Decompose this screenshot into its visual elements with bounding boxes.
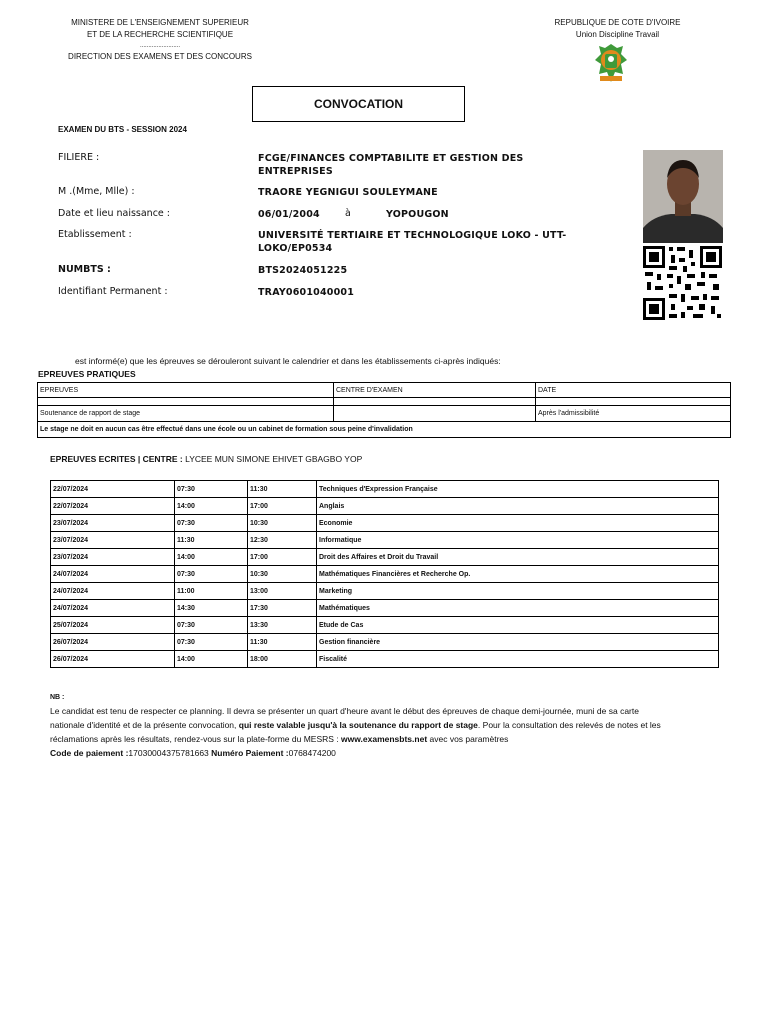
exam-start-cell: 11:30 [175, 532, 248, 549]
exam-start-cell: 14:00 [175, 498, 248, 515]
table-row [51, 651, 719, 668]
exam-date-cell: 22/07/2024 [51, 481, 175, 498]
notes-text-3: avec vos paramètres [427, 734, 509, 744]
exam-start-cell: 14:00 [175, 549, 248, 566]
exam-end-cell: 17:00 [248, 498, 317, 515]
exam-date-cell: 22/07/2024 [51, 498, 175, 515]
practical-row-label: Soutenance de rapport de stage [38, 406, 334, 422]
exam-start-cell: 07:30 [175, 617, 248, 634]
nb-label: NB : [50, 694, 65, 701]
notes-text-bold: qui reste valable jusqu'à la soutenance du rapport de stage [238, 720, 478, 730]
table-row [51, 634, 719, 651]
practical-col-date: DATE [536, 383, 731, 398]
practical-heading: EPREUVES PRATIQUES [38, 369, 136, 379]
exam-subject-cell: Economie [317, 515, 719, 532]
notes-text-1: Le candidat est tenu de respecter ce planning. Il devra se présenter un quart d'heure avant le début des épreuves de chaque demi-journée, muni de sa carte nationale d'identité et de la présente convocation, [50, 706, 639, 730]
exam-end-cell: 11:30 [248, 634, 317, 651]
table-row [51, 600, 719, 617]
exam-date-cell: 26/07/2024 [51, 651, 175, 668]
practical-row-date: Après l'admissibilité [536, 406, 731, 422]
exam-date-cell: 23/07/2024 [51, 532, 175, 549]
exam-end-cell: 12:30 [248, 532, 317, 549]
republic-motto: Union Discipline Travail [575, 30, 660, 39]
exam-date-cell: 24/07/2024 [51, 583, 175, 600]
exam-subject-cell: Marketing [317, 583, 719, 600]
exam-heading: EXAMEN DU BTS - SESSION 2024 [58, 125, 187, 134]
exam-subject-cell: Mathématiques Financières et Recherche Op. [317, 566, 719, 583]
table-row [51, 617, 719, 634]
inform-text: est informé(e) que les épreuves se dérouleront suivant le calendrier et dans les établissements ci-après indiqués: [75, 356, 501, 366]
exam-end-cell: 10:30 [248, 515, 317, 532]
exam-subject-cell: Informatique [317, 532, 719, 549]
exam-subject-cell: Techniques d'Expression Française [317, 481, 719, 498]
exam-date-cell: 23/07/2024 [51, 549, 175, 566]
table-row [51, 566, 719, 583]
notes-block [50, 692, 670, 760]
ministry-line-1: MINISTERE DE L'ENSEIGNEMENT SUPERIEUR [71, 18, 249, 27]
exam-subject-cell: Fiscalité [317, 651, 719, 668]
exam-start-cell: 11:00 [175, 583, 248, 600]
table-row [51, 515, 719, 532]
table-row [51, 583, 719, 600]
exam-end-cell: 17:00 [248, 549, 317, 566]
practical-warning: Le stage ne doit en aucun cas être effectué dans une école ou un cabinet de formation sous peine d'invalidation [38, 422, 731, 438]
exam-date-cell: 24/07/2024 [51, 600, 175, 617]
exam-subject-cell: Etude de Cas [317, 617, 719, 634]
exam-end-cell: 18:00 [248, 651, 317, 668]
numbts-value: BTS2024051225 [258, 265, 348, 276]
republic-header [545, 17, 690, 41]
ministry-dots: ........................ [139, 43, 180, 49]
exam-start-cell: 14:30 [175, 600, 248, 617]
exam-start-cell: 07:30 [175, 566, 248, 583]
table-row [51, 549, 719, 566]
table-row [51, 532, 719, 549]
exam-subject-cell: Mathématiques [317, 600, 719, 617]
filiere-label: FILIERE : [58, 152, 100, 163]
exam-start-cell: 14:00 [175, 651, 248, 668]
notes-text-2: . Pour la consultation des relevés de notes et les réclamations après les résultats, rendez-vous sur la plate-forme du MESRS : [50, 720, 661, 744]
birth-separator: à [345, 208, 351, 219]
birth-label: Date et lieu naissance : [58, 208, 170, 219]
name-label: M .(Mme, Mlle) : [58, 186, 135, 197]
birth-place: YOPOUGON [386, 209, 449, 220]
exam-end-cell: 11:30 [248, 481, 317, 498]
payment-code-label: Code de paiement : [50, 748, 129, 758]
table-row [51, 498, 719, 515]
filiere-value: FCGE/FINANCES COMPTABILITE ET GESTION DES ENTREPRISES [258, 153, 524, 177]
ministry-line-3: DIRECTION DES EXAMENS ET DES CONCOURS [68, 52, 252, 61]
written-heading: EPREUVES ECRITES | CENTRE : [50, 454, 183, 464]
practical-empty-cell [334, 398, 536, 406]
candidate-photo [643, 150, 723, 243]
ministry-header [60, 17, 260, 63]
exam-start-cell: 07:30 [175, 481, 248, 498]
exam-subject-cell: Droit des Affaires et Droit du Travail [317, 549, 719, 566]
mesrs-url-link[interactable]: www.examensbts.net [341, 734, 428, 744]
school-label: Etablissement : [58, 229, 132, 240]
exam-end-cell: 10:30 [248, 566, 317, 583]
exam-date-cell: 23/07/2024 [51, 515, 175, 532]
practical-empty-cell [38, 398, 334, 406]
document-title: CONVOCATION [252, 86, 465, 122]
candidate-name: TRAORE YEGNIGUI SOULEYMANE [258, 187, 438, 198]
written-table [50, 480, 719, 668]
exam-start-cell: 07:30 [175, 515, 248, 532]
practical-col-centre: CENTRE D'EXAMEN [334, 383, 536, 398]
exam-start-cell: 07:30 [175, 634, 248, 651]
exam-end-cell: 17:30 [248, 600, 317, 617]
payment-code: 17030004375781663 [128, 748, 209, 758]
table-row [51, 481, 719, 498]
ident-label: Identifiant Permanent : [58, 286, 168, 297]
written-center: LYCEE MUN SIMONE EHIVET GBAGBO YOP [185, 454, 363, 464]
school-value: UNIVERSITÉ TERTIAIRE ET TECHNOLOGIQUE LOKO - UTT-LOKO/EP0534 [258, 230, 567, 254]
republic-name: REPUBLIQUE DE COTE D'IVOIRE [554, 18, 681, 27]
exam-subject-cell: Gestion financière [317, 634, 719, 651]
exam-date-cell: 26/07/2024 [51, 634, 175, 651]
exam-date-cell: 25/07/2024 [51, 617, 175, 634]
numbts-label: NUMBTS : [58, 264, 111, 275]
practical-empty-cell [536, 398, 731, 406]
payment-number: 0768474200 [288, 748, 336, 758]
practical-row-center [334, 406, 536, 422]
payment-line [50, 746, 670, 760]
exam-date-cell: 24/07/2024 [51, 566, 175, 583]
birth-date: 06/01/2004 [258, 209, 320, 220]
exam-subject-cell: Anglais [317, 498, 719, 515]
ident-value: TRAY0601040001 [258, 287, 355, 298]
written-heading-line [50, 454, 362, 464]
ministry-line-2: ET DE LA RECHERCHE SCIENTIFIQUE [86, 30, 234, 39]
practical-table [37, 382, 731, 438]
practical-col-epreuves: EPREUVES [38, 383, 334, 398]
exam-end-cell: 13:30 [248, 617, 317, 634]
payment-number-label: Numéro Paiement : [211, 748, 289, 758]
qr-code [641, 244, 724, 322]
coat-of-arms-icon [591, 42, 631, 86]
exam-end-cell: 13:00 [248, 583, 317, 600]
notes-paragraph [50, 704, 670, 746]
